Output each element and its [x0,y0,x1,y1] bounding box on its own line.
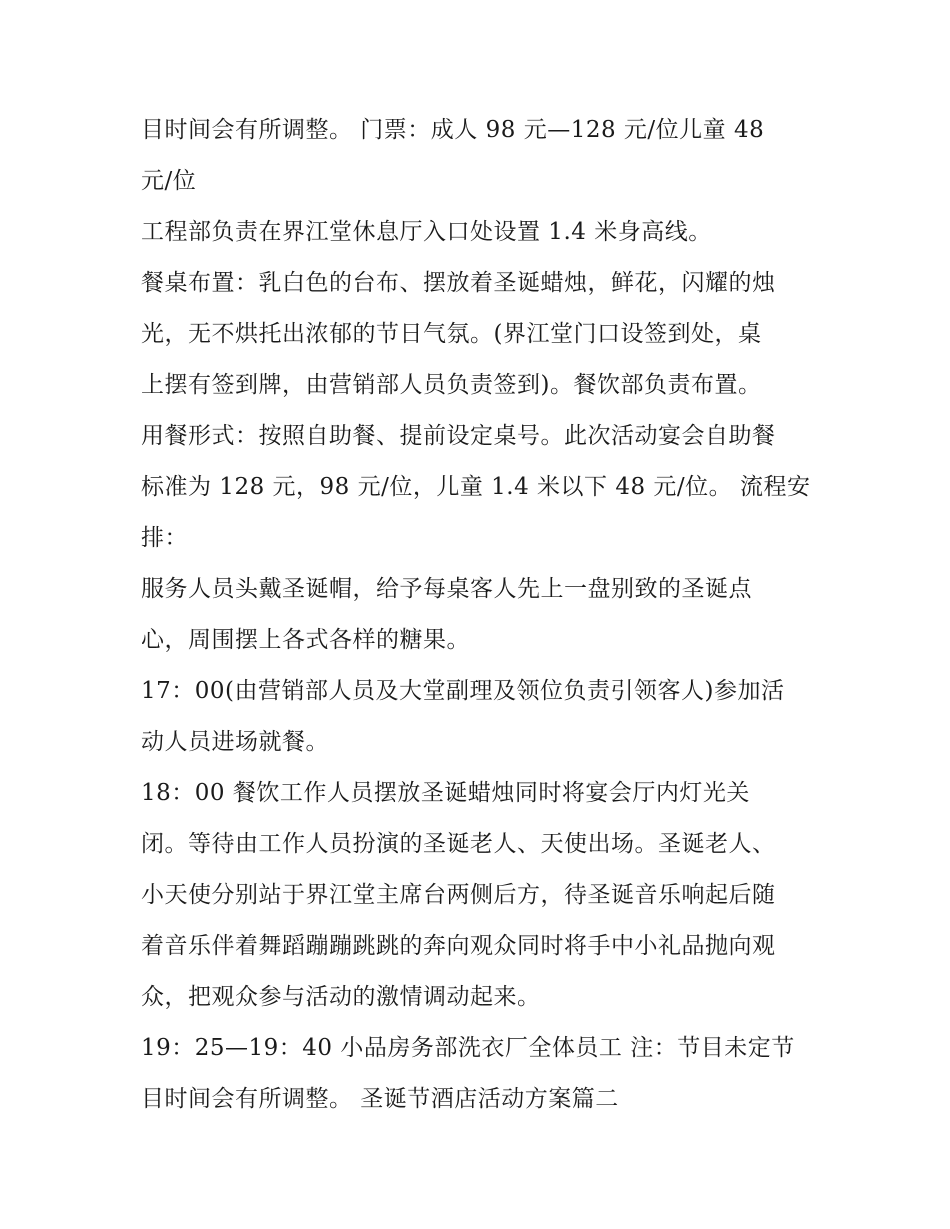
text-line: 19：25—19：40 小品房务部洗衣厂全体员工 注：节目未定节 [141,1035,795,1061]
text-line: 18：00 餐饮工作人员摆放圣诞蜡烛同时将宴会厅内灯光关 [141,780,750,806]
text-line: 目时间会有所调整。 门票：成人 98 元—128 元/位儿童 48 [141,117,765,143]
text-line: 工程部负责在界江堂休息厅入口处设置 1.4 米身高线。 [141,219,712,245]
text-line: 17：00(由营销部人员及大堂副理及领位负责引领客人)参加活 [141,678,785,704]
text-line: 小天使分别站于界江堂主席台两侧后方，待圣诞音乐响起后随 [141,882,776,908]
text-line: 元/位 [141,168,197,194]
text-line: 排： [141,525,188,551]
document-body [141,105,821,1125]
text-line: 光，无不烘托出浓郁的节日气氛。(界江堂门口设签到处，桌 [141,321,762,347]
text-line: 心，周围摆上各式各样的糖果。 [141,627,470,653]
text-line: 众，把观众参与活动的激情调动起来。 [141,984,541,1010]
text-line: 餐桌布置：乳白色的台布、摆放着圣诞蜡烛，鲜花，闪耀的烛 [141,270,776,296]
text-line: 上摆有签到牌，由营销部人员负责签到)。餐饮部负责布置。 [141,372,762,398]
text-line: 动人员进场就餐。 [141,729,329,755]
text-line: 着音乐伴着舞蹈蹦蹦跳跳的奔向观众同时将手中小礼品抛向观 [141,933,776,959]
text-line: 服务人员头戴圣诞帽，给予每桌客人先上一盘别致的圣诞点 [141,576,752,602]
text-line: 闭。等待由工作人员扮演的圣诞老人、天使出场。圣诞老人、 [141,831,776,857]
text-line: 用餐形式：按照自助餐、提前设定桌号。此次活动宴会自助餐 [141,423,776,449]
text-line: 标准为 128 元，98 元/位，儿童 1.4 米以下 48 元/位。 流程安 [141,474,811,500]
text-line: 目时间会有所调整。 圣诞节酒店活动方案篇二 [141,1086,619,1112]
